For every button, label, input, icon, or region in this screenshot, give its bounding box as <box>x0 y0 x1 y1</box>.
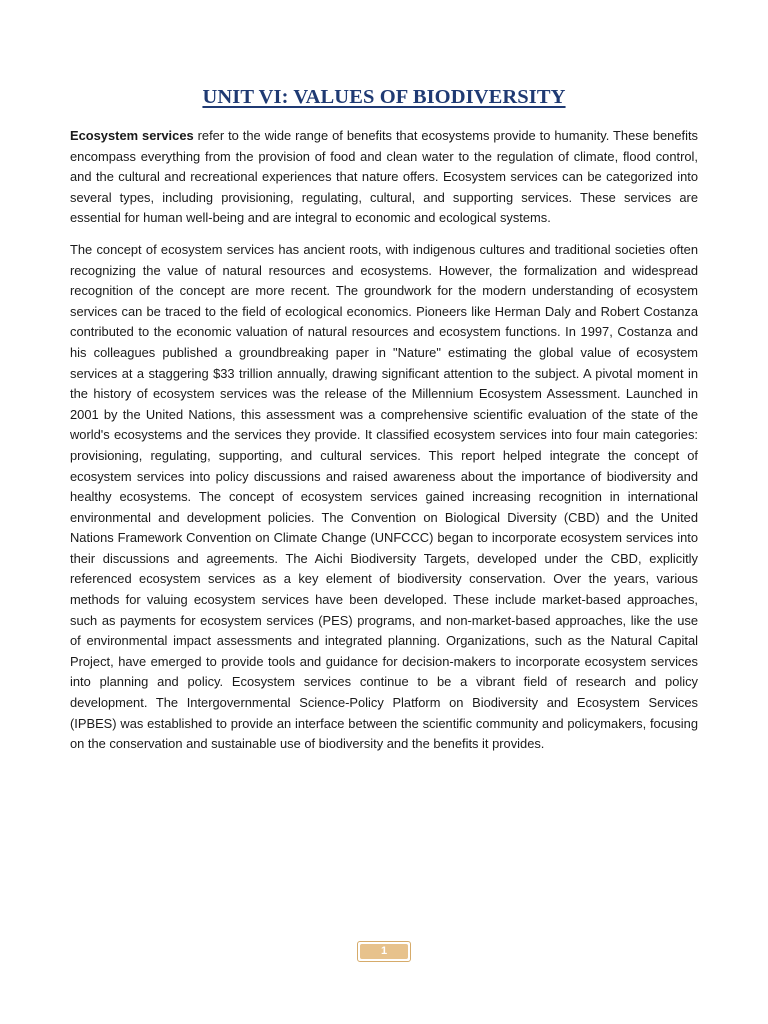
paragraph-2: The concept of ecosystem services has ancient roots, with indigenous cultures and traditional societies often recognizing the value of natural resources and ecosystems. However, the formalization and widespread recognition of the concept are more recent. The groundwork for the modern understanding of ecosystem services can be traced to the field of ecological economics. Pioneers like Herman Daly and Robert Costanza contributed to the economic valuation of natural resources and ecosystem functions. In 1997, Costanza and his colleagues published a groundbreaking paper in "Nature" estimating the global value of ecosystem services at a staggering $33 trillion annually, drawing significant attention to the subject. A pivotal moment in the history of ecosystem services was the release of the Millennium Ecosystem Assessment. Launched in 2001 by the United Nations, this assessment was a comprehensive scientific evaluation of the state of the world's ecosystems and the services they provide. It classified ecosystem services into four main categories: provisioning, regulating, supporting, and cultural services. This report helped integrate the concept of ecosystem services into policy discussions and raised awareness about the importance of biodiversity and healthy ecosystems. The concept of ecosystem services gained increasing recognition in international environmental and development policies. The Convention on Biological Diversity (CBD) and the United Nations Framework Convention on Climate Change (UNFCCC) began to incorporate ecosystem services into their discussions and agreements. The Aichi Biodiversity Targets, developed under the CBD, explicitly referenced ecosystem services as a key element of biodiversity conservation. Over the years, various methods for valuing ecosystem services have been developed. These include market-based approaches, such as payments for ecosystem services (PES) programs, and non-market-based approaches, like the use of environmental impact assessments and integrated planning. Organizations, such as the Natural Capital Project, have emerged to provide tools and guidance for decision-makers to incorporate ecosystem services into planning and policy. Ecosystem services continue to be a vibrant field of research and policy development. The Intergovernmental Science-Policy Platform on Biodiversity and Ecosystem Services (IPBES) was established to provide an interface between the scientific community and policymakers, focusing on the conservation and sustainable use of biodiversity and the benefits it provides. <box>70 241 698 752</box>
paragraph-1-text: refer to the wide range of benefits that ecosystems provide to humanity. These benefits encompass everything from the provision of food and clean water to the regulation of climate, flood control, and the cultural and recreational experiences that nature offers. Ecosystem services can be categorized into several types, including provisioning, regulating, cultural, and supporting services. These services are essential for human well-being and are integral to economic and ecological systems. <box>70 128 698 226</box>
page-title <box>0 86 768 109</box>
paragraph-1 <box>70 126 698 229</box>
document-body <box>70 126 698 766</box>
page-title-text: UNIT VI: VALUES OF BIODIVERSITY <box>202 86 566 108</box>
page-number: 1 <box>360 944 408 959</box>
paragraph-1-term: Ecosystem services <box>70 128 194 143</box>
page-number-badge <box>357 941 411 962</box>
